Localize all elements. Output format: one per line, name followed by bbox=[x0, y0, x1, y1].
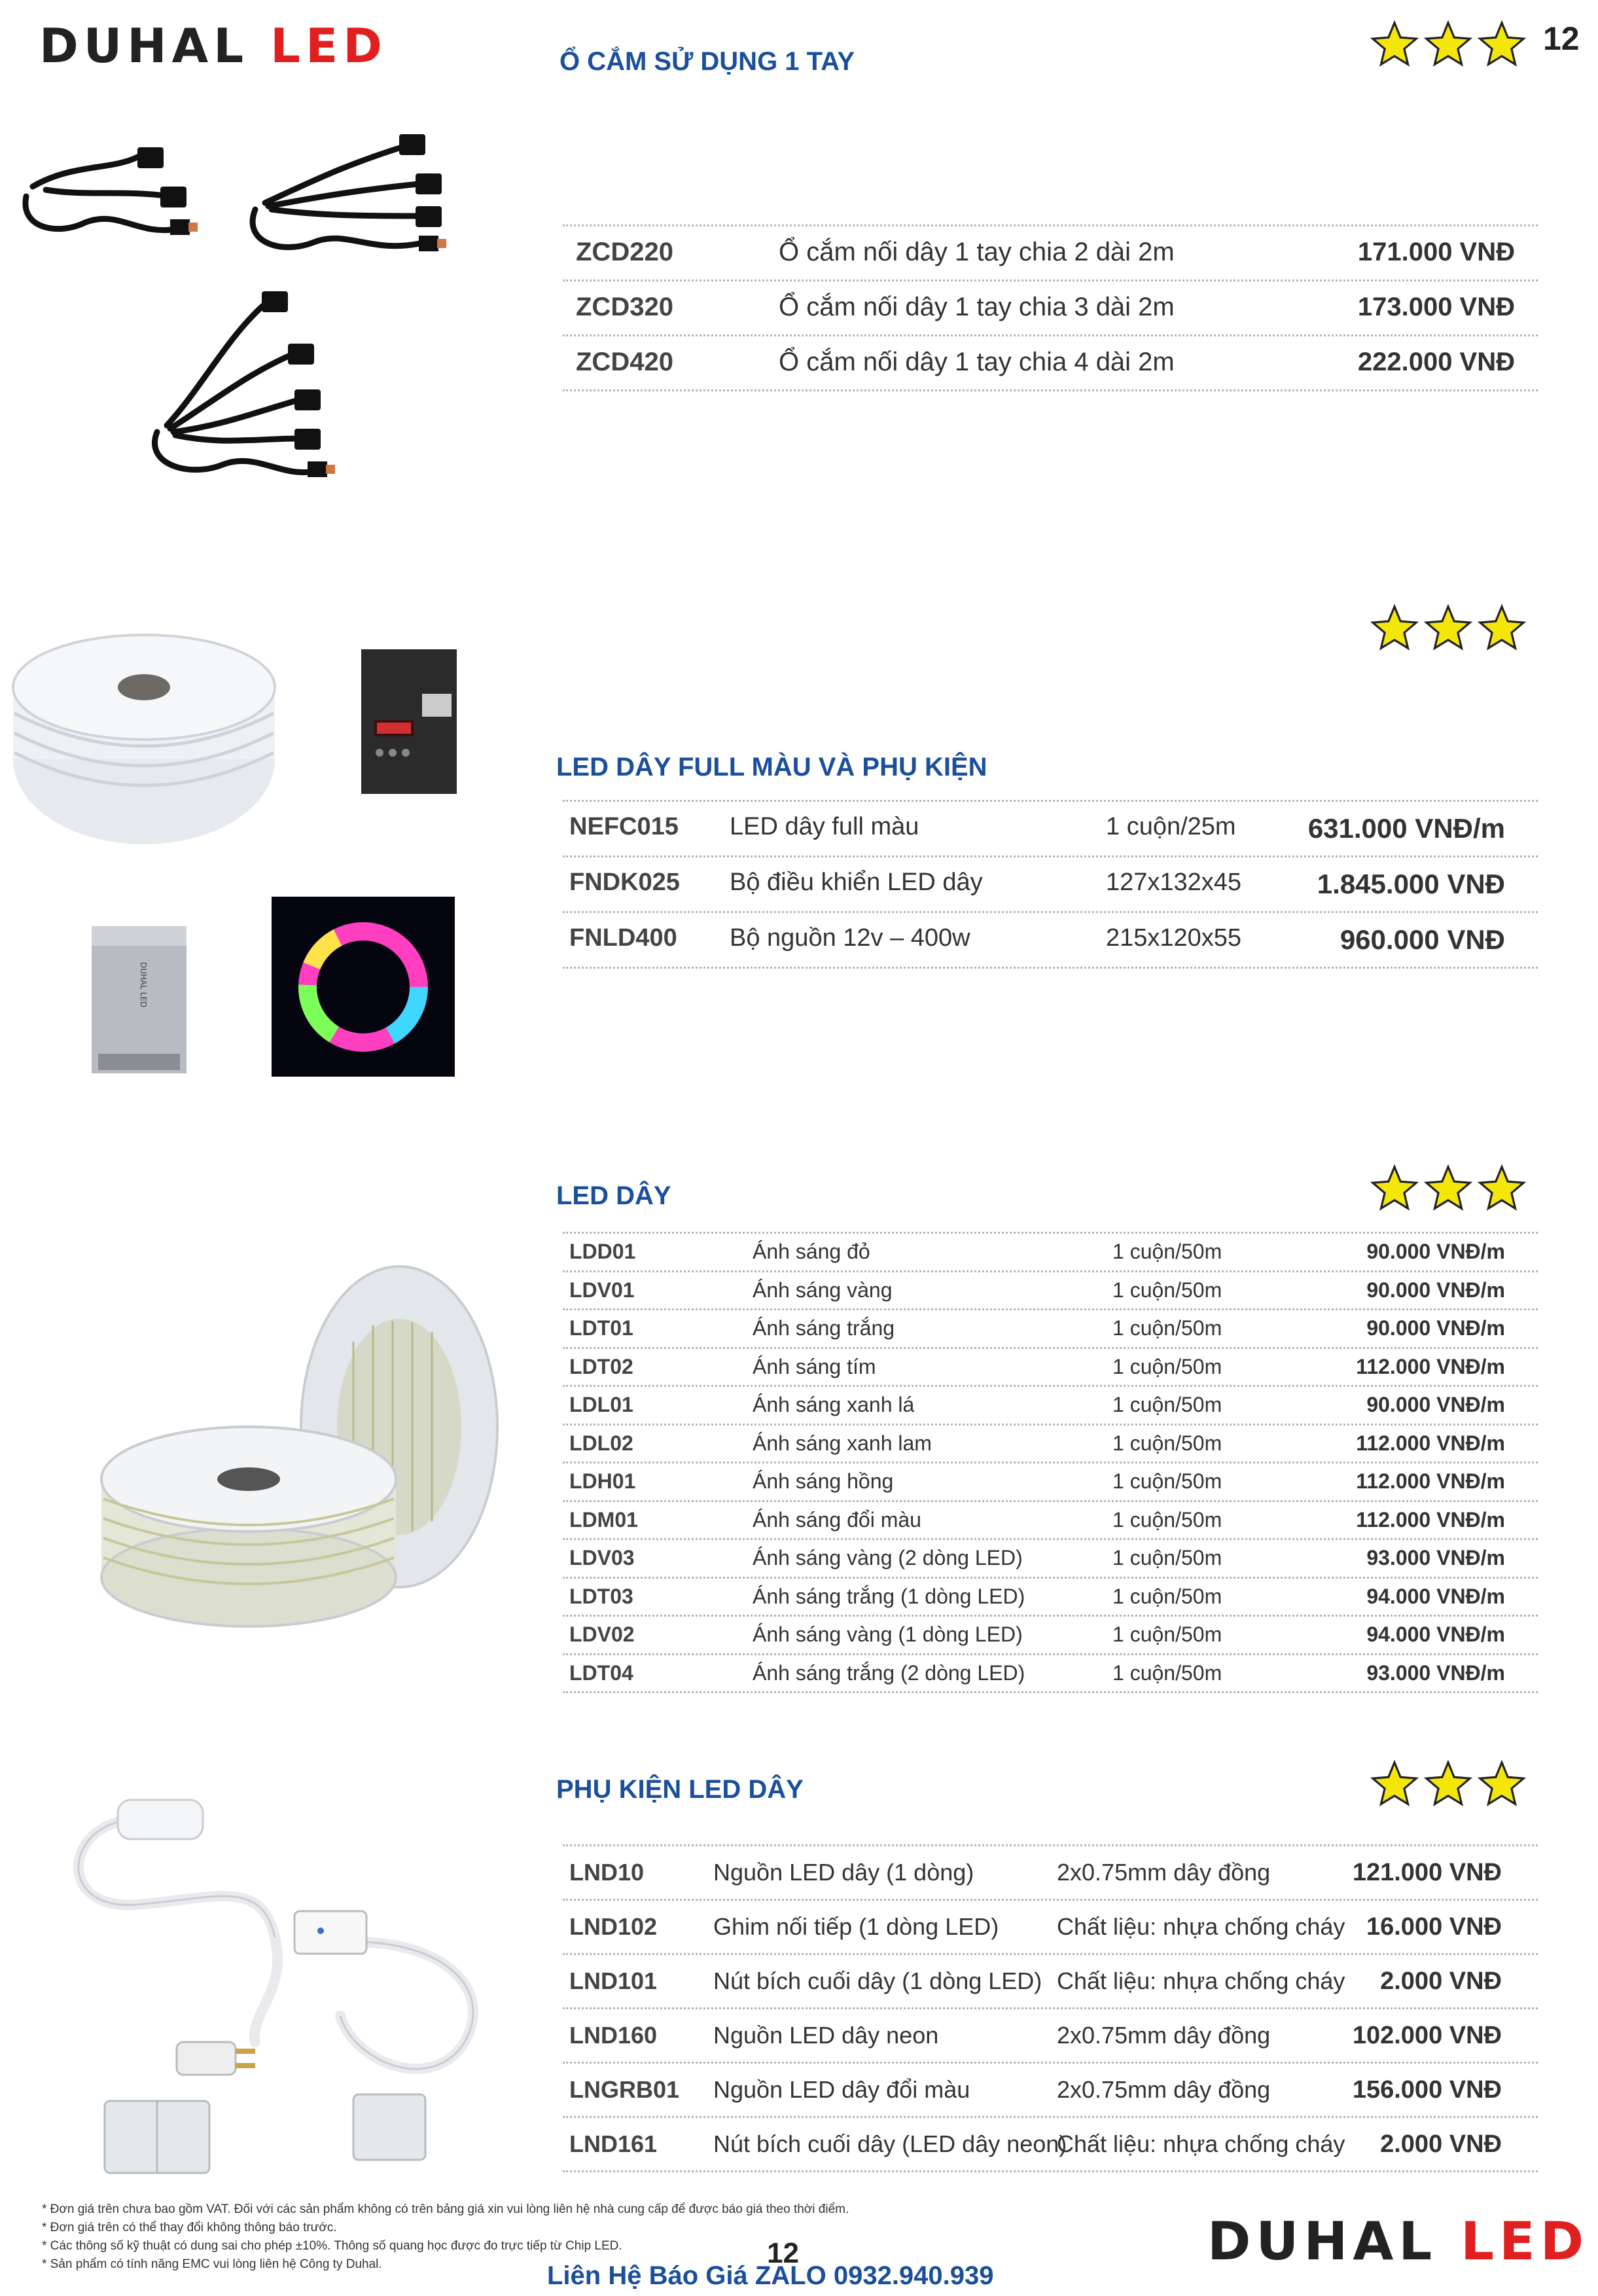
cell-code: LND102 bbox=[569, 1913, 658, 1940]
cell-desc: Ánh sáng hồng bbox=[753, 1469, 894, 1493]
cell-code: LDM01 bbox=[569, 1507, 638, 1532]
star-icon bbox=[1369, 1164, 1420, 1213]
cell-price: 93.000 VNĐ/m bbox=[1366, 1546, 1505, 1570]
star-icon bbox=[1369, 603, 1420, 653]
rating-stars bbox=[1369, 603, 1527, 653]
cell-desc: Ổ cắm nối dây 1 tay chia 3 dài 2m bbox=[779, 293, 1175, 321]
cell-desc: Ánh sáng trắng (2 dòng LED) bbox=[753, 1660, 1025, 1685]
table-row bbox=[563, 1653, 1538, 1694]
cell-code: LDT03 bbox=[569, 1584, 633, 1608]
cell-price: 173.000 VNĐ bbox=[1357, 293, 1515, 321]
rating-stars bbox=[1369, 1164, 1527, 1213]
cell-spec: 1 cuộn/50m bbox=[1112, 1354, 1222, 1378]
cell-desc: Ánh sáng đổi màu bbox=[753, 1507, 921, 1532]
socket-product-image bbox=[7, 124, 465, 511]
cell-desc: Nút bích cuối dây (1 dòng LED) bbox=[713, 1967, 1042, 1994]
cell-price: 102.000 VNĐ bbox=[1352, 2022, 1502, 2049]
cell-spec: 1 cuộn/50m bbox=[1112, 1393, 1222, 1416]
cell-desc: Ổ cắm nối dây 1 tay chia 4 dài 2m bbox=[779, 348, 1175, 376]
table-row bbox=[563, 1308, 1538, 1349]
cell-price: 16.000 VNĐ bbox=[1366, 1913, 1502, 1941]
footer-note: * Đơn giá trên chưa bao gồm VAT. Đối với các sản phẩm không có trên bảng giá xin vui lòng liên hệ nhà cung cấp để được báo giá theo thời điểm. bbox=[42, 2202, 849, 2216]
cell-spec: 1 cuộn/25m bbox=[1106, 813, 1236, 840]
cell-code: LDV03 bbox=[569, 1546, 635, 1570]
cell-spec: 1 cuộn/50m bbox=[1112, 1240, 1222, 1263]
cell-code: LNGRB01 bbox=[569, 2076, 680, 2103]
cell-price: 94.000 VNĐ/m bbox=[1366, 1584, 1505, 1608]
cell-spec: Chất liệu: nhựa chống cháy bbox=[1057, 2130, 1345, 2157]
table-row bbox=[563, 2062, 1538, 2118]
cell-code: FNLD400 bbox=[569, 924, 677, 952]
cell-price: 631.000 VNĐ/m bbox=[1307, 813, 1505, 844]
rgb-neon-image bbox=[272, 897, 455, 1077]
cell-price: 112.000 VNĐ/m bbox=[1356, 1507, 1505, 1532]
led-strip-reels-image bbox=[92, 1263, 510, 1630]
cell-code: LDL02 bbox=[569, 1431, 633, 1455]
cell-code: ZCD220 bbox=[576, 238, 673, 266]
cell-desc: Ánh sáng đỏ bbox=[753, 1240, 870, 1263]
star-icon bbox=[1423, 20, 1474, 69]
footer-page-number: 12 bbox=[767, 2237, 799, 2269]
table-row bbox=[563, 1232, 1538, 1272]
star-icon bbox=[1423, 1164, 1474, 1213]
cell-price: 90.000 VNĐ/m bbox=[1366, 1393, 1505, 1416]
cell-desc: LED dây full màu bbox=[730, 813, 919, 840]
cell-code: LDT01 bbox=[569, 1316, 633, 1340]
cell-code: LDT02 bbox=[569, 1354, 633, 1378]
cell-code: ZCD420 bbox=[576, 348, 673, 376]
cell-desc: Ổ cắm nối dây 1 tay chia 2 dài 2m bbox=[779, 238, 1175, 266]
cell-desc: Nguồn LED dây neon bbox=[713, 2022, 939, 2049]
cell-spec: 1 cuộn/50m bbox=[1112, 1623, 1222, 1646]
footer-note: * Sản phẩm có tính năng EMC vui lòng liên hệ Công ty Duhal. bbox=[42, 2257, 382, 2271]
cell-spec: 2x0.75mm dây đồng bbox=[1057, 1859, 1271, 1886]
star-icon bbox=[1423, 603, 1474, 653]
star-icon bbox=[1476, 20, 1527, 69]
table-row bbox=[563, 1270, 1538, 1311]
cell-desc: Ghim nối tiếp (1 dòng LED) bbox=[713, 1913, 999, 1940]
cell-spec: 2x0.75mm dây đồng bbox=[1057, 2022, 1271, 2049]
table-row bbox=[563, 855, 1538, 913]
cell-spec: 1 cuộn/50m bbox=[1112, 1584, 1222, 1608]
cell-price: 112.000 VNĐ/m bbox=[1356, 1469, 1505, 1493]
cell-price: 112.000 VNĐ/m bbox=[1356, 1354, 1505, 1378]
cell-code: NEFC015 bbox=[569, 813, 679, 840]
table-row bbox=[563, 334, 1538, 391]
cell-code: LND101 bbox=[569, 1967, 658, 1994]
section-title-fullcolor: LED DÂY FULL MÀU VÀ PHỤ KIỆN bbox=[556, 753, 987, 781]
cell-desc: Bộ điều khiển LED dây bbox=[730, 869, 983, 896]
cell-price: 112.000 VNĐ/m bbox=[1356, 1431, 1505, 1455]
table-row bbox=[563, 1577, 1538, 1617]
cell-code: LDV02 bbox=[569, 1623, 635, 1646]
table-row bbox=[563, 1347, 1538, 1388]
cell-spec: 1 cuộn/50m bbox=[1112, 1316, 1222, 1340]
table-row bbox=[563, 279, 1538, 336]
cell-spec: 1 cuộn/50m bbox=[1112, 1546, 1222, 1570]
cell-desc: Nguồn LED dây đổi màu bbox=[713, 2076, 970, 2103]
table-row bbox=[563, 1538, 1538, 1579]
cell-price: 960.000 VNĐ bbox=[1340, 924, 1505, 955]
table-row bbox=[563, 224, 1538, 281]
cell-spec: 1 cuộn/50m bbox=[1112, 1431, 1222, 1455]
table-row bbox=[563, 1462, 1538, 1502]
table-row bbox=[563, 1385, 1538, 1426]
cell-spec: 2x0.75mm dây đồng bbox=[1057, 2076, 1271, 2103]
cell-desc: Nút bích cuối dây (LED dây neon) bbox=[713, 2130, 1067, 2157]
controller-image bbox=[360, 648, 458, 795]
cell-spec: 1 cuộn/50m bbox=[1112, 1469, 1222, 1493]
rating-stars bbox=[1369, 20, 1527, 69]
table-row bbox=[563, 1615, 1538, 1655]
cell-price: 2.000 VNĐ bbox=[1380, 1967, 1502, 1995]
cell-code: LND161 bbox=[569, 2130, 658, 2157]
cell-desc: Ánh sáng vàng bbox=[753, 1278, 893, 1302]
star-icon bbox=[1369, 20, 1420, 69]
cell-desc: Ánh sáng trắng bbox=[753, 1316, 895, 1340]
table-row bbox=[563, 1899, 1538, 1955]
cell-code: FNDK025 bbox=[569, 869, 680, 896]
footer-brand-logo: DUHAL LED bbox=[1207, 2211, 1589, 2272]
star-icon bbox=[1476, 1759, 1527, 1809]
cell-desc: Bộ nguồn 12v – 400w bbox=[730, 924, 970, 952]
cell-spec: 1 cuộn/50m bbox=[1112, 1507, 1222, 1532]
section-title-accessory: PHỤ KIỆN LED DÂY bbox=[556, 1775, 804, 1804]
cell-spec: 1 cuộn/50m bbox=[1112, 1278, 1222, 1302]
cell-spec: Chất liệu: nhựa chống cháy bbox=[1057, 1913, 1345, 1940]
table-row bbox=[563, 1844, 1538, 1901]
footer-note: * Đơn giá trên có thể thay đổi không thông báo trước. bbox=[42, 2221, 337, 2234]
cell-code: LDV01 bbox=[569, 1278, 635, 1302]
cell-price: 156.000 VNĐ bbox=[1352, 2076, 1502, 2104]
cell-code: LDT04 bbox=[569, 1660, 633, 1685]
table-row bbox=[563, 800, 1538, 857]
led-reel-image bbox=[7, 628, 281, 877]
cell-spec: 215x120x55 bbox=[1106, 924, 1242, 952]
page-number: 12 bbox=[1543, 20, 1580, 57]
cell-price: 2.000 VNĐ bbox=[1380, 2130, 1502, 2158]
section-title-ledday: LED DÂY bbox=[556, 1181, 671, 1210]
cell-code: LDD01 bbox=[569, 1240, 636, 1263]
table-row bbox=[563, 1500, 1538, 1541]
cell-desc: Nguồn LED dây (1 dòng) bbox=[713, 1859, 974, 1886]
table-row bbox=[563, 1424, 1538, 1464]
table-row bbox=[563, 911, 1538, 969]
cell-code: ZCD320 bbox=[576, 293, 673, 321]
cell-price: 171.000 VNĐ bbox=[1357, 238, 1515, 266]
power-supply-image bbox=[85, 923, 190, 1080]
star-icon bbox=[1476, 1164, 1527, 1213]
cell-desc: Ánh sáng xanh lam bbox=[753, 1431, 932, 1455]
footer-note: * Các thông số kỹ thuật có dung sai cho phép ±10%. Thông số quang học được đo trực tiếp từ Chip LED. bbox=[42, 2239, 622, 2253]
cell-desc: Ánh sáng xanh lá bbox=[753, 1393, 915, 1416]
section-title-socket: Ổ CẮM SỬ DỤNG 1 TAY bbox=[559, 47, 855, 76]
cell-price: 90.000 VNĐ/m bbox=[1366, 1278, 1505, 1302]
cell-code: LND160 bbox=[569, 2022, 658, 2049]
cell-price: 1.845.000 VNĐ bbox=[1317, 869, 1505, 899]
contact-info: Liên Hệ Báo Giá ZALO 0932.940.939 bbox=[547, 2261, 994, 2290]
svg-text:DUHAL LED: DUHAL LED bbox=[139, 962, 148, 1008]
cell-desc: Ánh sáng vàng (2 dòng LED) bbox=[753, 1546, 1023, 1570]
cell-desc: Ánh sáng trắng (1 dòng LED) bbox=[753, 1584, 1025, 1608]
brand-logo: DUHAL LED bbox=[39, 18, 387, 73]
cell-price: 90.000 VNĐ/m bbox=[1366, 1240, 1505, 1263]
star-icon bbox=[1423, 1759, 1474, 1809]
cell-code: LND10 bbox=[569, 1859, 645, 1886]
cell-price: 222.000 VNĐ bbox=[1357, 348, 1515, 376]
cell-spec: 1 cuộn/50m bbox=[1112, 1660, 1222, 1685]
cell-code: LDL01 bbox=[569, 1393, 633, 1416]
cell-price: 90.000 VNĐ/m bbox=[1366, 1316, 1505, 1340]
table-row bbox=[563, 2116, 1538, 2172]
cell-desc: Ánh sáng tím bbox=[753, 1354, 876, 1378]
cell-price: 121.000 VNĐ bbox=[1352, 1859, 1502, 1886]
star-icon bbox=[1476, 603, 1527, 653]
star-icon bbox=[1369, 1759, 1420, 1809]
table-row bbox=[563, 1953, 1538, 2009]
cell-spec: Chất liệu: nhựa chống cháy bbox=[1057, 1967, 1345, 1994]
cell-desc: Ánh sáng vàng (1 dòng LED) bbox=[753, 1623, 1023, 1646]
table-row bbox=[563, 2007, 1538, 2064]
accessories-image bbox=[39, 1780, 524, 2193]
rating-stars bbox=[1369, 1759, 1527, 1809]
cell-code: LDH01 bbox=[569, 1469, 636, 1493]
cell-price: 94.000 VNĐ/m bbox=[1366, 1623, 1505, 1646]
cell-price: 93.000 VNĐ/m bbox=[1366, 1660, 1505, 1685]
cell-spec: 127x132x45 bbox=[1106, 869, 1242, 896]
